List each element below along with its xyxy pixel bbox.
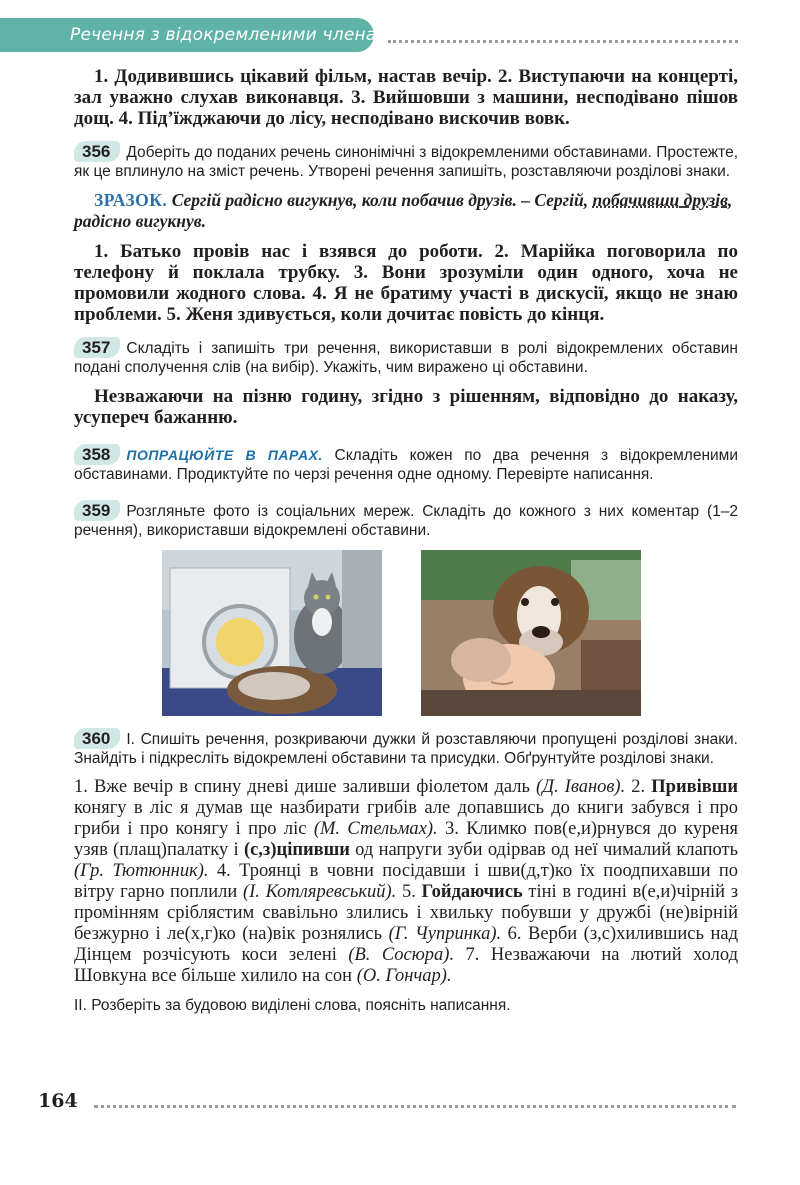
highlighted-word-5: Гойдаючись [421, 882, 523, 902]
author-6: (В. Сосюра). [348, 945, 455, 965]
exercise-359-task: Розгляньте фото із соціальних мереж. Складіть до кожного з них коментар (1–2 речення), використавши відокремлені обставини. [74, 503, 738, 539]
sentence-7: 7. Незважаючи на лютий холод Шовкуна все більше хилило на сон [74, 945, 738, 986]
sentence-2-number: 2. [625, 777, 652, 797]
sentence-4: 4. Троянці в човни посідавши і шви(д,т)ко їх поодпихавши по вітру гарно поплили [74, 861, 738, 902]
author-5: (Г. Чупринка). [388, 924, 502, 944]
page-content [74, 66, 738, 1015]
sample-underlined-object: друзів [683, 190, 728, 210]
sample-text-1: Сергій радісно вигукнув, коли побачив друзів. – Сергій, [171, 190, 593, 210]
exercise-356-task: Доберіть до поданих речень синонімічні з відокремленими обставинами. Простежте, як це вплинуло на зміст речень. Утворені речення запишіть, розставляючи розділові знаки. [74, 144, 738, 180]
sentence-6: 6. Верби (з,с)хилившись над Дінцем розчісують коси зелені [74, 924, 738, 965]
exercise-number-357: 357 [74, 337, 120, 358]
photo-row [74, 550, 738, 718]
exercise-number-356: 356 [74, 141, 120, 162]
exercise-357 [74, 337, 738, 377]
dog-and-baby-photo [421, 550, 641, 716]
highlighted-word-2: Привівши [651, 777, 739, 797]
author-4: (І. Котляревський). [242, 882, 397, 902]
exercise-356 [74, 141, 738, 181]
exercise-357-task: Складіть і запишіть три речення, використавши в ролі відокремлених обставин подані сполучення слів (на вибір). Укажіть, чим виражено ці обставини. [74, 340, 738, 376]
sample-underlined-verb: побачивши [592, 190, 680, 210]
exercise-number-358: 358 [74, 444, 120, 465]
exercise-358 [74, 444, 738, 484]
exercise-360-task-2: ІІ. Розберіть за будовою виділені слова, поясніть написання. [74, 997, 511, 1014]
intro-sentences: 1. Додивившись цікавий фільм, настав вечір. 2. Виступаючи на концерті, зал уважно слухав виконавця. 3. Вийшовши з машини, несподівано пішов дощ. 4. Під’їжджаючи до лісу, несподівано вискочив вовк. [74, 66, 738, 129]
cat-washing-machine-photo [162, 550, 382, 716]
sentence-3: 3. Климко пов(е,и)рнувся до куреня узяв (плащ)палатку і [74, 819, 738, 860]
exercise-360 [74, 728, 738, 768]
exercise-number-359: 359 [74, 500, 120, 521]
exercise-360-task: І. Спишіть речення, розкриваючи дужки й розставляючи пропущені розділові знаки. Знайдіть і підкресліть відокремлені обставини та присудки. Обґрунтуйте розділові знаки. [74, 731, 738, 767]
sentence-3-rest: од напруги зуби одірвав од неї чималий клапоть [349, 840, 739, 860]
page-number: 164 [38, 1090, 78, 1112]
exercise-360-sentences [74, 777, 738, 987]
author-1: (Д. Іванов). [536, 777, 626, 797]
footer-dotted-rule [94, 1105, 736, 1108]
highlighted-word-3: (с,з)ціпивши [243, 840, 350, 860]
exercise-number-360: 360 [74, 728, 120, 749]
sentence-2: конягу в ліс я думав ще назбирати грибів але допавшись до книги забувся і про гриби і про конягу і про ліс [74, 798, 738, 839]
exercise-359 [74, 500, 738, 540]
sentence-1: 1. Вже вечір в спину дневі дише заливши фіолетом даль [74, 777, 537, 797]
header-dotted-rule [388, 40, 738, 43]
exercise-357-phrases: Незважаючи на пізню годину, згідно з рішенням, відповідно до наказу, усупереч бажанню. [74, 386, 738, 428]
author-7: (О. Гончар). [356, 966, 452, 986]
chapter-title: Речення з відокремленими членами [70, 25, 401, 45]
sample-label: ЗРАЗОК. [94, 190, 168, 210]
pair-work-label: ПОПРАЦЮЙТЕ В ПАРАХ. [126, 447, 323, 463]
sentence-5: тіні в годині в(е,и)чірній з промінням сріблястим свавільно злились і хвильку побувши у дружбі (не)вірній безжурно і ле(х,г)ко (на)вік рознялись [74, 882, 739, 944]
sentence-5-number: 5. [396, 882, 422, 902]
sample-text-2: , радісно вигукнув. [74, 190, 733, 231]
exercise-356-sentences: 1. Батько провів нас і взявся до роботи. 2. Марійка поговорила по телефону й поклала трубку. 3. Вони зрозуміли один одного, хоча не промовили жодного слова. 4. Я не братиму участі в дискусії, якщо не знаю проблеми. 5. Женя здивується, коли дочитає повість до кінця. [74, 241, 738, 325]
author-2: (М. Стельмах). [313, 819, 438, 839]
sample-356 [74, 190, 738, 232]
author-3: (Гр. Тютюнник). [74, 861, 209, 881]
exercise-358-task: Складіть кожен по два речення з відокремленими обставинами. Продиктуйте по черзі речення одне одному. Перевірте написання. [74, 447, 738, 483]
